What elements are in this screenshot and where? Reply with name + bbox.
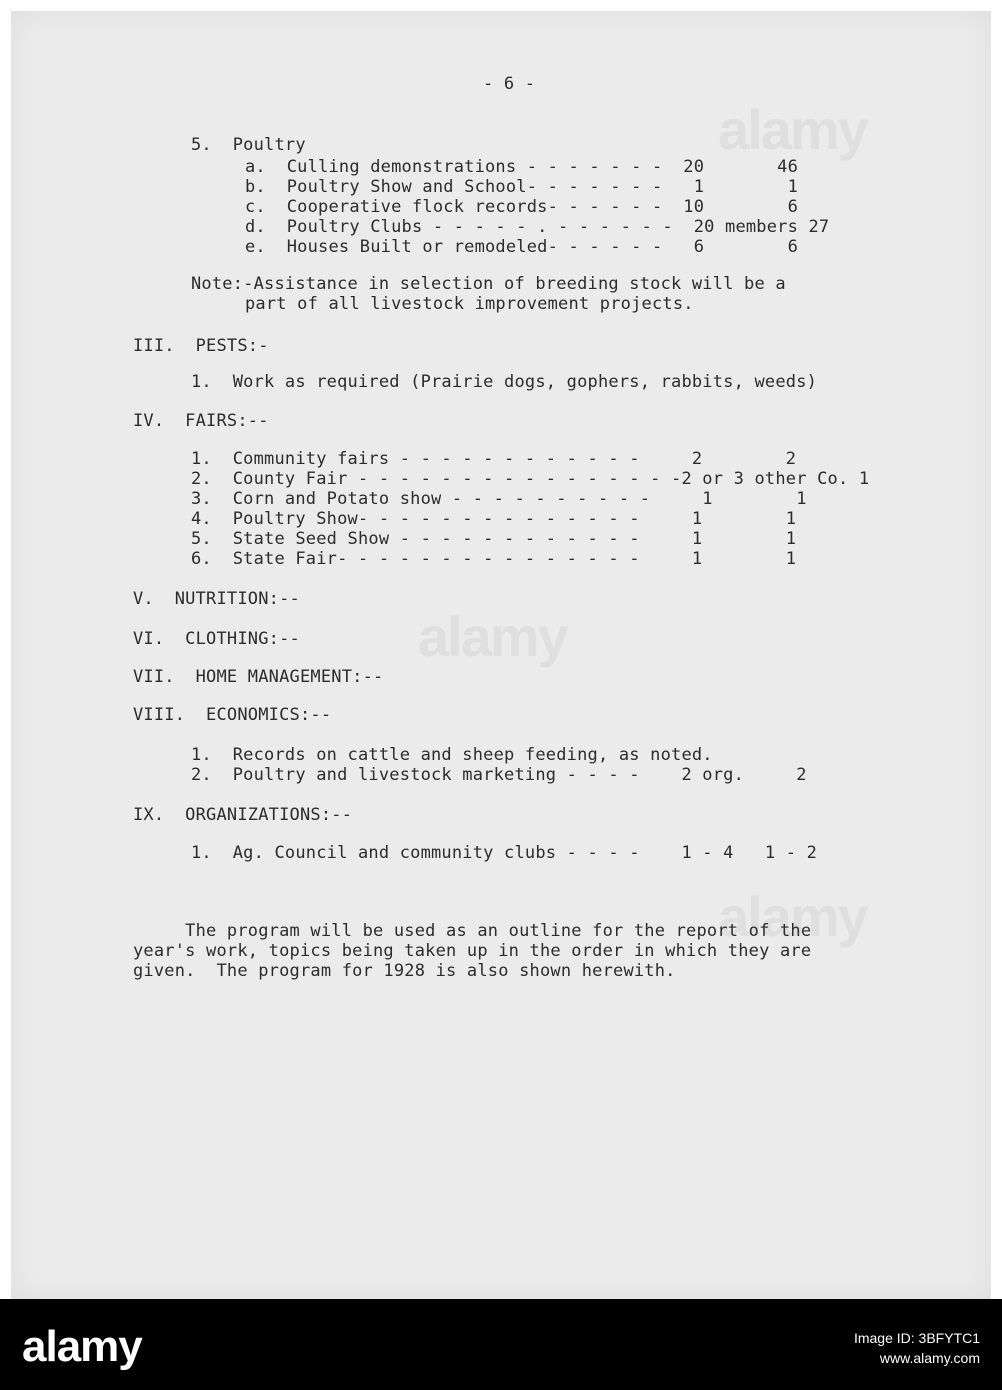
fairs-row: 2. County Fair - - - - - - - - - - - - - - - -2 or 3 other Co. 1 <box>191 469 870 489</box>
stock-banner <box>0 1299 1002 1390</box>
poultry-row: c. Cooperative flock records- - - - - - 10 6 <box>245 197 799 217</box>
section-heading-economics: VIII. ECONOMICS:-- <box>133 705 332 725</box>
fairs-row: 5. State Seed Show - - - - - - - - - - - - 1 1 <box>191 529 797 549</box>
pests-item: 1. Work as required (Prairie dogs, gophers, rabbits, weeds) <box>191 372 818 392</box>
site-url: www.alamy.com <box>879 1350 980 1366</box>
closing-paragraph-line: The program will be used as an outline for the report of the <box>133 921 812 941</box>
section-heading-nutrition: V. NUTRITION:-- <box>133 589 300 609</box>
organizations-row: 1. Ag. Council and community clubs - - - - 1 - 4 1 - 2 <box>191 843 818 863</box>
section-heading-home-management: VII. HOME MANAGEMENT:-- <box>133 667 384 687</box>
fairs-row: 3. Corn and Potato show - - - - - - - - - - 1 1 <box>191 489 807 509</box>
section-heading-clothing: VI. CLOTHING:-- <box>133 629 300 649</box>
poultry-row: b. Poultry Show and School- - - - - - - 1 1 <box>245 177 799 197</box>
poultry-row: a. Culling demonstrations - - - - - - - 20 46 <box>245 157 799 177</box>
closing-paragraph-line: given. The program for 1928 is also shown herewith. <box>133 961 676 981</box>
watermark-logo: alamy <box>718 885 867 948</box>
image-id-label: Image ID: 3BFYTC1 <box>853 1330 980 1346</box>
note-line: Note:-Assistance in selection of breeding stock will be a <box>191 274 786 294</box>
document-page <box>11 11 991 1299</box>
economics-row: 1. Records on cattle and sheep feeding, as noted. <box>191 745 713 765</box>
watermark-logo: alamy <box>718 98 867 161</box>
page-number: - 6 - <box>483 74 536 94</box>
section-heading-poultry: 5. Poultry <box>191 135 306 155</box>
fairs-row: 1. Community fairs - - - - - - - - - - - - 2 2 <box>191 449 797 469</box>
section-heading-organizations: IX. ORGANIZATIONS:-- <box>133 805 353 825</box>
fairs-row: 4. Poultry Show- - - - - - - - - - - - - - 1 1 <box>191 509 797 529</box>
poultry-row: e. Houses Built or remodeled- - - - - - 6 6 <box>245 237 799 257</box>
note-line: part of all livestock improvement projects. <box>245 294 694 314</box>
watermark-logo: alamy <box>418 605 567 668</box>
poultry-row: d. Poultry Clubs - - - - - . - - - - - - 20 members 27 <box>245 217 830 237</box>
fairs-row: 6. State Fair- - - - - - - - - - - - - - - 1 1 <box>191 549 797 569</box>
closing-paragraph-line: year's work, topics being taken up in the order in which they are <box>133 941 812 961</box>
economics-row: 2. Poultry and livestock marketing - - - - 2 org. 2 <box>191 765 807 785</box>
section-heading-pests: III. PESTS:- <box>133 336 269 356</box>
brand-logo: alamy <box>22 1322 142 1371</box>
section-heading-fairs: IV. FAIRS:-- <box>133 411 269 431</box>
